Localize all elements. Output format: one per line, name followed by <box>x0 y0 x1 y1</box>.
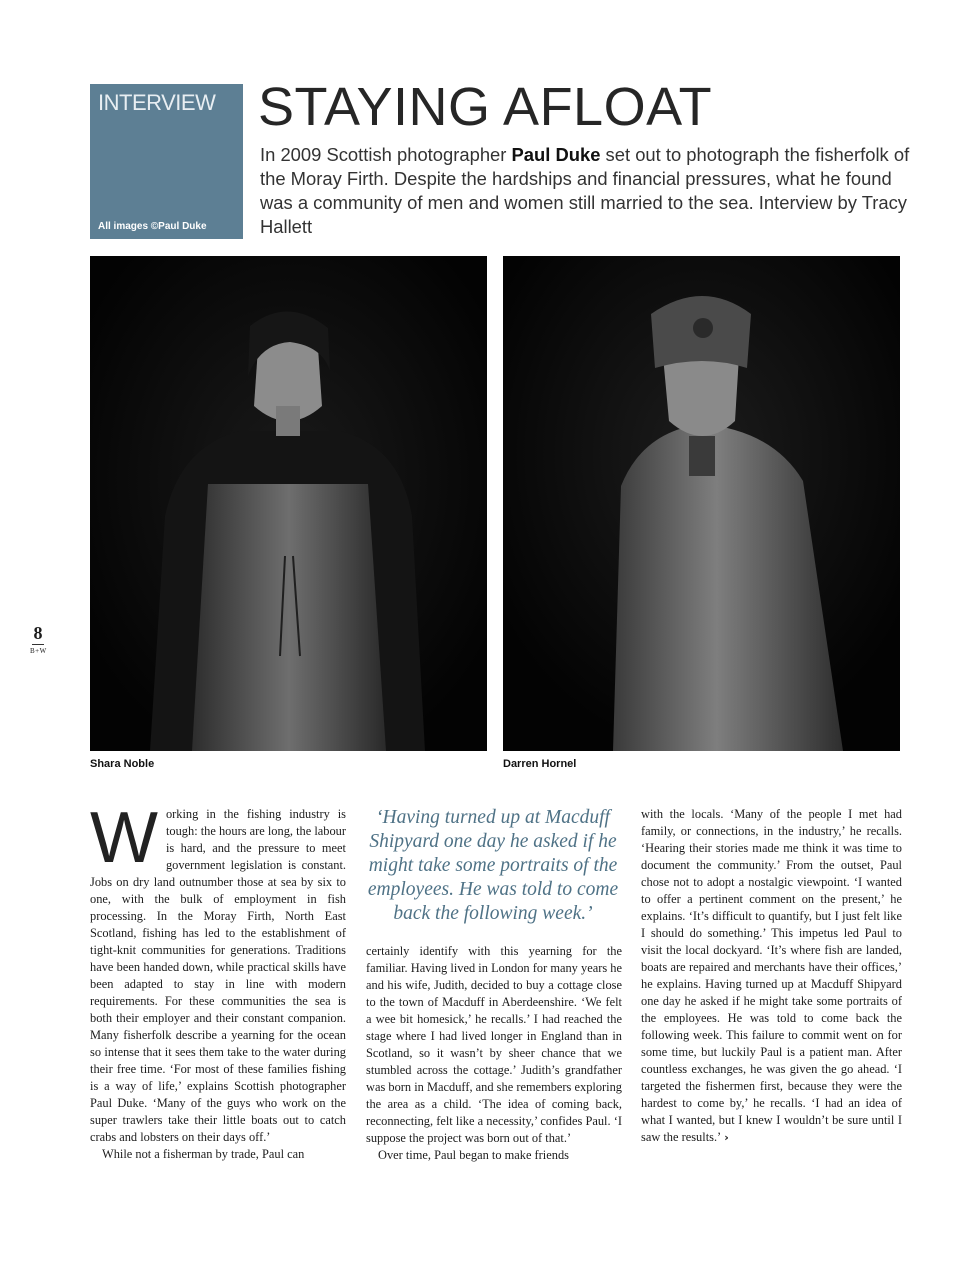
paragraph: with the locals. ‘Many of the people I met had family, or connections, in the industry,’ he recalls. ‘Hearing their stories made me think it was time to document the community.’ From the outset, Paul chose not to adopt a nostalgic viewpoint. ‘I wanted to offer a pertinent comment on the present,’ he explains. ‘It’s difficult to quantify, but I just felt like I should do something.’ This impetus led Paul to visit the local dockyard. ‘It’s where fish are landed, boats are repaired and merchants have their offices,’ he explains. Having turned up at Macduff Shipyard one day he asked if he might take some portraits of the employees. He was told to come back the following week. This failure to commit went on for some time, but luckily Paul is a patient man. After countless exchanges, he was given the go ahead. ‘I targeted the fishermen first, because they were the hardest to come by,’ he recalls. ‘I had an idea of what I wanted, but I knew I wouldn’t be sure until I saw the results.’ › <box>641 807 902 1144</box>
portrait-girl-illustration <box>90 256 487 751</box>
folio-rule <box>32 644 44 645</box>
magazine-mark: B+W <box>30 647 47 655</box>
caption-left: Shara Noble <box>90 758 155 770</box>
paragraph: certainly identify with this yearning for the familiar. Having lived in London for many years he and his wife, Judith, decided to buy a cottage close to the town of Macduff in Aberdeenshire. ‘We felt a wee bit homesick,’ he recalls.’ I had reached the stage where I had lived longer in England than in Scotland, so it wasn’t by sheer chance that we stumbled across the cottage.’ Judith’s grandfather was born in Macduff, and she remembers exploring the area as a child. ‘The idea of coming back, reconnecting, felt like a necessity,’ confides Paul. ‘I suppose the project was born out of that.’ <box>366 944 622 1145</box>
standfirst: In 2009 Scottish photographer Paul Duke set out to photograph the fisherfolk of the Moray Firth. Despite the hardships and financial pressures, what he found was a community of men and women still married to the sea. Interview by Tracy Hallett <box>260 144 910 237</box>
paragraph: While not a fisherman by trade, Paul can <box>102 1147 305 1161</box>
caption-right: Darren Hornel <box>503 758 577 770</box>
continue-arrow-icon: › <box>724 1131 729 1144</box>
pull-quote: ‘Having turned up at Macduff Shipyard one day he asked if he might take some portraits of the employees. He was told to come back the following week.’ <box>367 807 619 924</box>
photographer-name: Paul Duke <box>511 144 601 165</box>
page-number: 8 <box>33 623 43 643</box>
image-credit: All images ©Paul Duke <box>98 221 207 232</box>
headline: STAYING AFLOAT <box>258 77 713 137</box>
section-box <box>90 84 243 239</box>
body-column-1 <box>90 798 346 1163</box>
portrait-photo-left <box>90 256 487 751</box>
paragraph: Working in the fishing industry is tough: the hours are long, the labour is hard, and the pressure to meet government legislation is constant. Jobs on dry land outnumber those at sea by six to one, with the bulk of employment in fish processing. In the Moray Firth, North East Scotland, fishing has led to the establishment of tight-knit communities for generations. Traditions have been handed down, while practical skills have been adapted to stay in line with modern requirements. For these communities the sea is both their employer and their constant companion. Many fisherfolk describe a yearning for the ocean so intense that it sees them take to the water during their free time. ‘For most of these families fishing is a way of life,’ explains Scottish photographer Paul Duke. ‘Many of the guys who work on the super trawlers take their little boats out to catch crabs and lobsters on their days off.’ <box>90 798 346 1144</box>
portrait-man-illustration <box>503 256 900 751</box>
paragraph: Over time, Paul began to make friends <box>378 1148 569 1162</box>
section-label: INTERVIEW <box>98 90 216 115</box>
drop-cap: W <box>90 798 158 878</box>
body-column-3 <box>641 806 902 1146</box>
body-column-2 <box>366 943 622 1164</box>
portrait-photo-right <box>503 256 900 751</box>
page-folio <box>30 624 46 655</box>
